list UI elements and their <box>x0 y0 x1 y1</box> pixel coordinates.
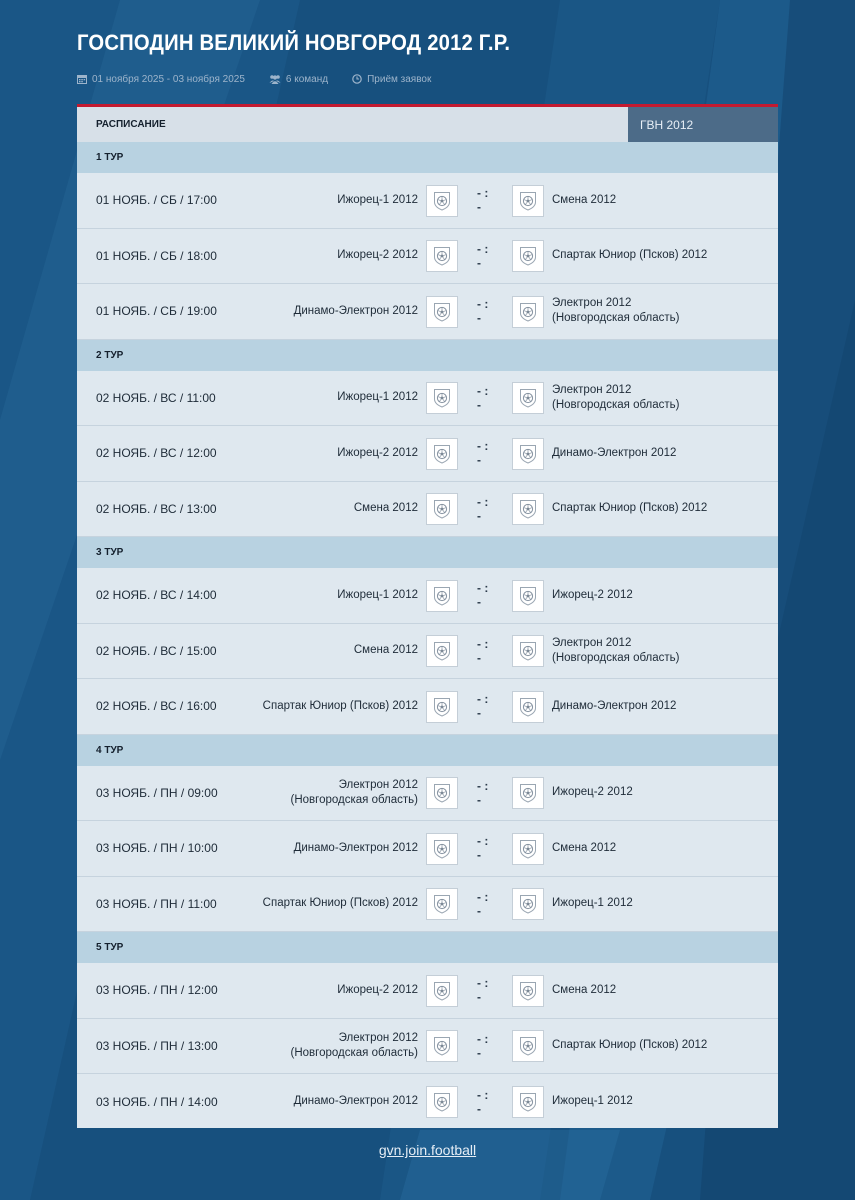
home-team-name-line: Электрон 2012 <box>338 778 418 791</box>
away-team-name[interactable] <box>552 1019 707 1074</box>
home-team-name-line: Ижорец-2 2012 <box>337 446 418 459</box>
users-icon <box>269 74 281 84</box>
round-header: 4 ТУР <box>77 735 778 766</box>
schedule-title: РАСПИСАНИЕ <box>96 119 166 130</box>
match-datetime: 02 НОЯБ. / ВС / 12:00 <box>96 446 217 461</box>
soccer-ball-shield-icon <box>519 499 537 519</box>
home-team-name-line: Ижорец-1 2012 <box>337 588 418 601</box>
home-team-logo[interactable] <box>426 438 458 470</box>
away-team-name[interactable] <box>552 624 680 679</box>
round-header: 3 ТУР <box>77 537 778 568</box>
schedule-header <box>77 107 778 142</box>
match-datetime: 01 НОЯБ. / СБ / 18:00 <box>96 248 217 263</box>
away-team-name[interactable] <box>552 568 633 623</box>
calendar-icon <box>77 74 87 84</box>
home-team-name[interactable] <box>337 568 418 623</box>
away-team-name[interactable] <box>552 963 616 1018</box>
away-team-logo[interactable] <box>512 382 544 414</box>
away-team-name-line: Смена 2012 <box>552 983 617 996</box>
home-team-name-line: Ижорец-1 2012 <box>337 193 418 206</box>
match-score: - : - <box>477 186 489 215</box>
meta-teams-text: 6 команд <box>285 73 329 85</box>
soccer-ball-shield-icon <box>519 1092 537 1112</box>
match-row[interactable] <box>77 877 778 933</box>
match-score: - : - <box>477 439 489 468</box>
meta-teams <box>269 74 328 85</box>
soccer-ball-shield-icon <box>433 894 451 914</box>
away-team-name[interactable] <box>552 426 676 481</box>
away-team-name-line: Ижорец-2 2012 <box>552 786 633 799</box>
round-header: 2 ТУР <box>77 340 778 371</box>
away-team-name-line: Спартак Юниор (Псков) 2012 <box>552 249 708 262</box>
match-row[interactable] <box>77 229 778 285</box>
soccer-ball-shield-icon <box>433 499 451 519</box>
round-header: 1 ТУР <box>77 142 778 173</box>
home-team-name[interactable] <box>291 766 419 821</box>
soccer-ball-shield-icon <box>433 697 451 717</box>
home-team-name[interactable] <box>354 482 418 537</box>
home-team-name-line: Смена 2012 <box>353 644 418 657</box>
home-team-logo[interactable] <box>426 493 458 525</box>
match-score: - : - <box>477 889 489 918</box>
home-team-name[interactable] <box>263 877 418 932</box>
home-team-logo[interactable] <box>426 1086 458 1118</box>
away-team-name-line: Смена 2012 <box>552 841 617 854</box>
match-datetime: 02 НОЯБ. / ВС / 16:00 <box>96 699 217 714</box>
match-datetime: 03 НОЯБ. / ПН / 10:00 <box>96 841 218 856</box>
home-team-name-line: Смена 2012 <box>353 502 418 515</box>
meta-dates <box>77 74 245 85</box>
match-score: - : - <box>477 1087 489 1116</box>
soccer-ball-shield-icon <box>433 246 451 266</box>
match-datetime: 03 НОЯБ. / ПН / 09:00 <box>96 785 218 800</box>
home-team-name-line: Спартак Юниор (Псков) 2012 <box>262 699 418 712</box>
home-team-name-line: Динамо-Электрон 2012 <box>293 304 418 317</box>
soccer-ball-shield-icon <box>433 1092 451 1112</box>
soccer-ball-shield-icon <box>519 839 537 859</box>
away-team-name-line: Динамо-Электрон 2012 <box>552 699 677 712</box>
match-row[interactable] <box>77 963 778 1019</box>
match-score: - : - <box>477 976 489 1005</box>
meta-status-text: Приём заявок <box>367 73 432 85</box>
match-row[interactable] <box>77 679 778 735</box>
home-team-name[interactable] <box>291 1019 419 1074</box>
soccer-ball-shield-icon <box>519 641 537 661</box>
home-team-logo[interactable] <box>426 185 458 217</box>
away-team-logo[interactable] <box>512 185 544 217</box>
match-row[interactable] <box>77 568 778 624</box>
soccer-ball-shield-icon <box>433 586 451 606</box>
match-score: - : - <box>477 1031 489 1060</box>
away-team-name-line: Смена 2012 <box>552 193 617 206</box>
match-score: - : - <box>477 297 489 326</box>
away-team-name[interactable] <box>552 482 707 537</box>
soccer-ball-shield-icon <box>433 302 451 322</box>
home-team-logo[interactable] <box>426 1030 458 1062</box>
soccer-ball-shield-icon <box>433 783 451 803</box>
away-team-logo[interactable] <box>512 438 544 470</box>
away-team-name-line: Электрон 2012 <box>552 297 632 310</box>
home-team-name[interactable] <box>337 963 418 1018</box>
match-row[interactable] <box>77 426 778 482</box>
home-team-name[interactable] <box>337 371 418 426</box>
away-team-logo[interactable] <box>512 240 544 272</box>
home-team-logo[interactable] <box>426 691 458 723</box>
home-team-logo[interactable] <box>426 888 458 920</box>
clock-icon <box>352 74 362 84</box>
home-team-name-line: Спартак Юниор (Псков) 2012 <box>262 897 418 910</box>
away-team-name[interactable] <box>552 679 676 734</box>
home-team-logo[interactable] <box>426 975 458 1007</box>
home-team-name[interactable] <box>294 821 418 876</box>
away-team-name-line: Электрон 2012 <box>552 383 632 396</box>
away-team-name-line: Спартак Юниор (Псков) 2012 <box>552 1039 708 1052</box>
match-datetime: 01 НОЯБ. / СБ / 19:00 <box>96 304 217 319</box>
meta-dates-text: 01 ноября 2025 - 03 ноября 2025 <box>92 73 245 85</box>
soccer-ball-shield-icon <box>519 697 537 717</box>
home-team-logo[interactable] <box>426 777 458 809</box>
match-score: - : - <box>477 383 489 412</box>
match-datetime: 03 НОЯБ. / ПН / 11:00 <box>96 896 217 911</box>
away-team-name[interactable] <box>552 821 616 876</box>
soccer-ball-shield-icon <box>519 388 537 408</box>
home-team-name[interactable] <box>294 284 418 339</box>
soccer-ball-shield-icon <box>519 586 537 606</box>
match-row[interactable] <box>77 284 778 340</box>
soccer-ball-shield-icon <box>433 444 451 464</box>
away-team-logo[interactable] <box>512 296 544 328</box>
away-team-name-line: Спартак Юниор (Псков) 2012 <box>552 502 708 515</box>
soccer-ball-shield-icon <box>433 388 451 408</box>
match-row[interactable] <box>77 1074 778 1130</box>
match-datetime: 02 НОЯБ. / ВС / 11:00 <box>96 390 216 405</box>
home-team-name-line: Ижорец-1 2012 <box>337 391 418 404</box>
home-team-name-line: Электрон 2012 <box>338 1031 418 1044</box>
soccer-ball-shield-icon <box>433 641 451 661</box>
soccer-ball-shield-icon <box>433 191 451 211</box>
match-score: - : - <box>477 241 489 270</box>
away-team-name-line: Ижорец-2 2012 <box>552 588 633 601</box>
away-team-name[interactable] <box>552 766 633 821</box>
away-team-logo[interactable] <box>512 1086 544 1118</box>
away-team-name[interactable] <box>552 1074 633 1130</box>
match-datetime: 03 НОЯБ. / ПН / 13:00 <box>96 1038 218 1053</box>
away-team-logo[interactable] <box>512 975 544 1007</box>
match-row[interactable] <box>77 173 778 229</box>
home-team-name-line: Динамо-Электрон 2012 <box>293 1095 418 1108</box>
match-row[interactable] <box>77 1019 778 1075</box>
home-team-name[interactable] <box>337 173 418 228</box>
soccer-ball-shield-icon <box>519 783 537 803</box>
match-row[interactable] <box>77 766 778 822</box>
away-team-name[interactable] <box>552 173 616 228</box>
away-team-name[interactable] <box>552 371 680 426</box>
away-team-logo[interactable] <box>512 635 544 667</box>
match-score: - : - <box>477 494 489 523</box>
soccer-ball-shield-icon <box>433 1036 451 1056</box>
soccer-ball-shield-icon <box>519 1036 537 1056</box>
away-team-name-line: Электрон 2012 <box>552 636 632 649</box>
match-datetime: 02 НОЯБ. / ВС / 14:00 <box>96 588 217 603</box>
home-team-name-line: Ижорец-2 2012 <box>337 983 418 996</box>
rounds-list <box>77 142 778 1130</box>
home-team-name[interactable] <box>337 426 418 481</box>
soccer-ball-shield-icon <box>519 302 537 322</box>
match-score: - : - <box>477 834 489 863</box>
meta-status <box>352 74 431 85</box>
soccer-ball-shield-icon <box>519 444 537 464</box>
away-team-logo[interactable] <box>512 580 544 612</box>
match-datetime: 03 НОЯБ. / ПН / 14:00 <box>96 1094 218 1109</box>
home-team-name-line: (Новгородская область) <box>290 1046 418 1059</box>
match-row[interactable] <box>77 821 778 877</box>
match-datetime: 02 НОЯБ. / ВС / 15:00 <box>96 643 217 658</box>
soccer-ball-shield-icon <box>519 246 537 266</box>
soccer-ball-shield-icon <box>519 981 537 1001</box>
away-team-name[interactable] <box>552 284 680 339</box>
away-team-logo[interactable] <box>512 888 544 920</box>
match-score: - : - <box>477 581 489 610</box>
page-title: ГОСПОДИН ВЕЛИКИЙ НОВГОРОД 2012 Г.Р. <box>77 30 511 55</box>
home-team-logo[interactable] <box>426 635 458 667</box>
home-team-name[interactable] <box>337 229 418 284</box>
home-team-name-line: Динамо-Электрон 2012 <box>293 841 418 854</box>
away-team-name-line: (Новгородская область) <box>552 651 680 664</box>
soccer-ball-shield-icon <box>519 191 537 211</box>
away-team-name[interactable] <box>552 877 633 932</box>
soccer-ball-shield-icon <box>433 981 451 1001</box>
home-team-name-line: Ижорец-2 2012 <box>337 249 418 262</box>
match-row[interactable] <box>77 624 778 680</box>
match-score: - : - <box>477 692 489 721</box>
away-team-name-line: Ижорец-1 2012 <box>552 897 633 910</box>
home-team-logo[interactable] <box>426 580 458 612</box>
home-team-logo[interactable] <box>426 833 458 865</box>
tournament-meta <box>77 72 455 86</box>
match-score: - : - <box>477 636 489 665</box>
away-team-name-line: (Новгородская область) <box>552 398 680 411</box>
home-team-logo[interactable] <box>426 240 458 272</box>
home-team-name[interactable] <box>263 679 418 734</box>
match-datetime: 02 НОЯБ. / ВС / 13:00 <box>96 501 217 516</box>
away-team-logo[interactable] <box>512 777 544 809</box>
home-team-name[interactable] <box>294 1074 418 1130</box>
match-row[interactable] <box>77 482 778 538</box>
soccer-ball-shield-icon <box>433 839 451 859</box>
home-team-name[interactable] <box>354 624 418 679</box>
match-score: - : - <box>477 778 489 807</box>
away-team-name[interactable] <box>552 229 707 284</box>
away-team-name-line: Динамо-Электрон 2012 <box>552 446 677 459</box>
home-team-logo[interactable] <box>426 382 458 414</box>
away-team-logo[interactable] <box>512 833 544 865</box>
round-header: 5 ТУР <box>77 932 778 963</box>
footer-link[interactable]: gvn.join.football <box>378 1142 477 1158</box>
match-row[interactable] <box>77 371 778 427</box>
soccer-ball-shield-icon <box>519 894 537 914</box>
home-team-name-line: (Новгородская область) <box>290 793 418 806</box>
away-team-logo[interactable] <box>512 1030 544 1062</box>
schedule-panel <box>77 104 778 1128</box>
tournament-tag: ГВН 2012 <box>628 107 778 142</box>
away-team-name-line: Ижорец-1 2012 <box>552 1095 633 1108</box>
match-datetime: 03 НОЯБ. / ПН / 12:00 <box>96 983 218 998</box>
home-team-logo[interactable] <box>426 296 458 328</box>
match-datetime: 01 НОЯБ. / СБ / 17:00 <box>96 193 217 208</box>
away-team-name-line: (Новгородская область) <box>552 312 680 325</box>
away-team-logo[interactable] <box>512 493 544 525</box>
away-team-logo[interactable] <box>512 691 544 723</box>
